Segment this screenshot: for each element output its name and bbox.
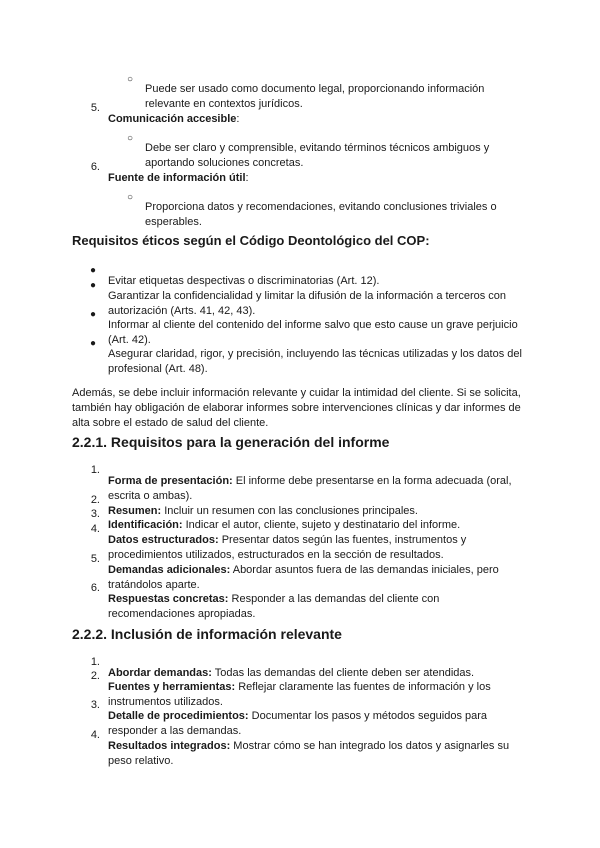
list-subitem: Debe ser claro y comprensible, evitando términos técnicos ambiguos y aportando soluciones concretas. — [145, 142, 490, 169]
list-item — [108, 709, 503, 739]
list-item-title: Identificación: — [108, 519, 183, 531]
list-number: 5. — [90, 553, 100, 565]
list-subitem: Puede ser usado como documento legal, proporcionando información relevante en contextos jurídicos. — [145, 83, 485, 110]
list-item-title: Fuentes y herramientas: — [108, 681, 236, 693]
list-item-text: Indicar el autor, cliente, sujeto y destinatario del informe. — [182, 519, 461, 531]
bullet-icon: ● — [90, 280, 97, 291]
list-item-title — [108, 112, 239, 127]
list-item-text: Documentar los pasos y métodos seguidos para responder a las demandas. — [108, 710, 488, 737]
ethics-bullet: Asegurar claridad, rigor, y precisión, incluyendo las técnicas utilizadas y los datos del profesional (Art. 48). — [108, 348, 522, 375]
list-number: 6. — [90, 161, 100, 173]
list-item-suffix: : — [236, 113, 240, 125]
list-number: 1. — [90, 656, 100, 668]
list-item — [108, 518, 528, 533]
list-item-title: Respuestas concretas: — [108, 593, 229, 605]
list-item-text: Todas las demandas del cliente deben ser atendidas. — [211, 667, 475, 679]
list-item-title: Resumen: — [108, 505, 162, 517]
list-item — [108, 533, 508, 563]
ethics-paragraph: Además, se debe incluir información relevante y cuidar la intimidad del cliente. Si se solicita, también hay obligación de elaborar informes sobre intervenciones clínicas y dar informes de alta sobre el estado de salud del cliente. — [72, 387, 521, 429]
list-number: 6. — [90, 582, 100, 594]
list-item-title: Demandas adicionales: — [108, 564, 231, 576]
list-item-title: Detalle de procedimientos: — [108, 710, 249, 722]
list-number: 2. — [90, 494, 100, 506]
list-number: 5. — [90, 102, 100, 114]
list-number: 2. — [90, 670, 100, 682]
bullet-icon: ● — [90, 309, 97, 320]
circle-bullet-icon: ○ — [127, 192, 134, 203]
list-number: 3. — [90, 508, 100, 520]
circle-bullet-icon: ○ — [127, 133, 134, 144]
list-item — [108, 563, 513, 593]
ethics-bullet: Evitar etiquetas despectivas o discriminatorias (Art. 12). — [108, 275, 380, 287]
list-item-text: Abordar asuntos fuera de las demandas iniciales, pero tratándolos aparte. — [108, 564, 499, 591]
list-number: 4. — [90, 729, 100, 741]
list-item — [108, 666, 528, 681]
list-item-text: El informe debe presentarse en la forma adecuada (oral, escrita o ambas). — [108, 475, 512, 502]
list-item-title: Forma de presentación: — [108, 475, 233, 487]
list-item-title-text: Fuente de información útil — [108, 172, 246, 184]
list-item-text: Presentar datos según las fuentes, instrumentos y procedimientos utilizados, estructurados en la sección de resultados. — [108, 534, 467, 561]
list-item-title: Abordar demandas: — [108, 667, 212, 679]
list-item-suffix: : — [245, 172, 249, 184]
list-number: 3. — [90, 699, 100, 711]
bullet-icon: ● — [90, 338, 97, 349]
list-item — [108, 592, 468, 622]
circle-bullet-icon: ○ — [127, 74, 134, 85]
list-number: 1. — [90, 464, 100, 476]
bullet-icon: ● — [90, 265, 97, 276]
section-221-heading: 2.2.1. Requisitos para la generación del informe — [72, 434, 390, 450]
ethics-bullet: Informar al cliente del contenido del informe salvo que esto cause un grave perjuicio (Art. 42). — [108, 319, 518, 346]
section-222-heading: 2.2.2. Inclusión de información relevante — [72, 626, 342, 642]
list-item-text: Responder a las demandas del cliente con recomendaciones apropiadas. — [108, 593, 440, 620]
list-item-title: Resultados integrados: — [108, 740, 231, 752]
list-item-title-text: Comunicación accesible — [108, 113, 237, 125]
list-item — [108, 680, 523, 710]
list-item-text: Reflejar claramente las fuentes de información y los instrumentos utilizados. — [108, 681, 491, 708]
list-item-text: Incluir un resumen con las conclusiones principales. — [161, 505, 418, 517]
list-item — [108, 474, 523, 504]
ethics-heading: Requisitos éticos según el Código Deontológico del COP: — [72, 233, 430, 248]
list-subitem: Proporciona datos y recomendaciones, evitando conclusiones triviales o esperables. — [145, 201, 497, 228]
list-number: 4. — [90, 523, 100, 535]
list-item — [108, 739, 523, 769]
list-item-title: Datos estructurados: — [108, 534, 219, 546]
list-item-title — [108, 171, 249, 186]
ethics-bullet: Garantizar la confidencialidad y limitar la difusión de la información a terceros con autorización (Arts. 41, 42, 43). — [108, 290, 507, 317]
list-item — [108, 504, 528, 519]
list-item-text: Mostrar cómo se han integrado los datos y asignarles su peso relativo. — [108, 740, 510, 767]
